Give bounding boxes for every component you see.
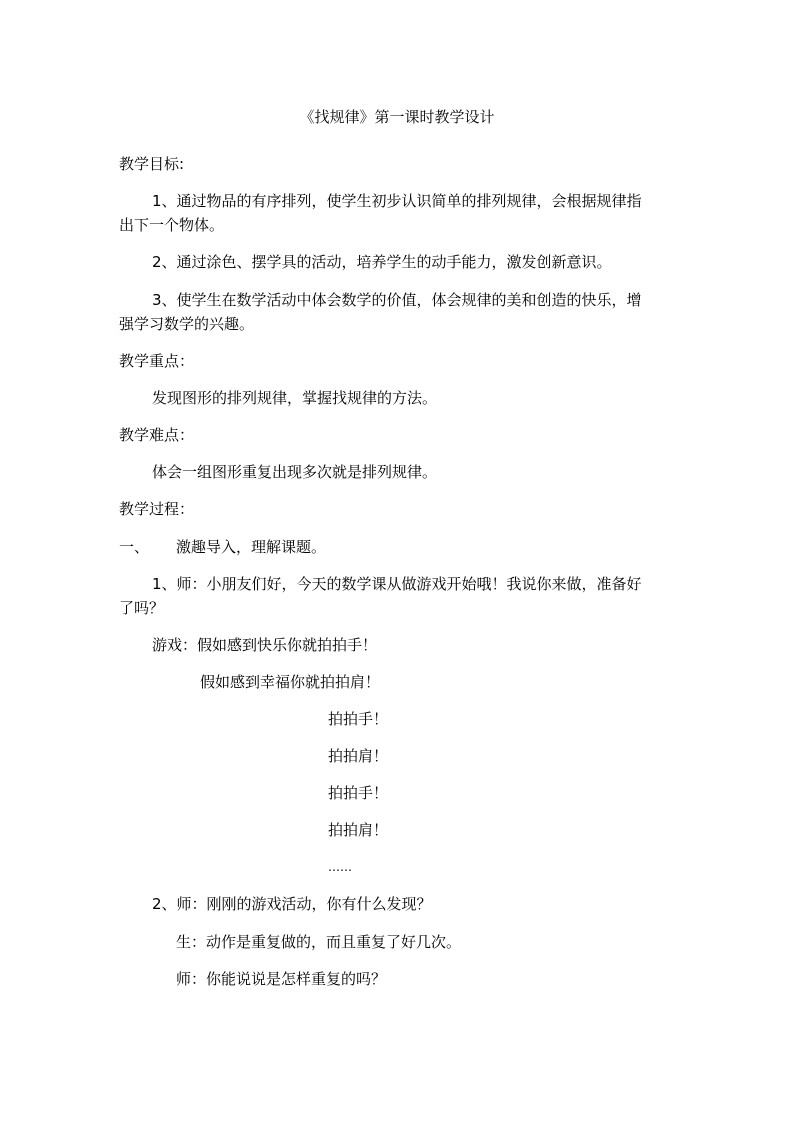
- key-points-text: 发现图形的排列规律，掌握找规律的方法。: [152, 389, 438, 407]
- game-line-1: 游戏：假如感到快乐你就拍拍手！: [152, 636, 378, 654]
- process-heading: 教学过程：: [119, 500, 195, 518]
- clap-shoulders-1: 拍拍肩！: [328, 747, 389, 765]
- step-1-line-1: 1、师：小朋友们好，今天的数学课从做游戏开始哦！我说你来做，准备好: [152, 575, 642, 593]
- step-1-line-2: 了吗？: [119, 599, 165, 617]
- goals-heading: 教学目标:: [119, 155, 185, 173]
- goal-1-line-1: 1、通过物品的有序排列，使学生初步认识简单的排列规律，会根据规律指: [152, 192, 642, 210]
- section-1-number: 一、: [119, 538, 150, 556]
- goal-2: 2、通过涂色、摆学具的活动，培养学生的动手能力，激发创新意识。: [152, 253, 612, 271]
- goal-3-line-1: 3、使学生在数学活动中体会数学的价值，体会规律的美和创造的快乐，增: [152, 291, 642, 309]
- goal-1-line-2: 出下一个物体。: [119, 216, 225, 234]
- key-points-heading: 教学重点：: [119, 352, 195, 370]
- teacher-question: 师：你能说说是怎样重复的吗？: [176, 970, 387, 988]
- difficulty-text: 体会一组图形重复出现多次就是排列规律。: [152, 463, 438, 481]
- student-reply: 生：动作是重复做的，而且重复了好几次。: [176, 933, 462, 951]
- step-2: 2、师：刚刚的游戏活动，你有什么发现？: [152, 895, 432, 913]
- section-1-title: 激趣导入，理解课题。: [176, 538, 327, 556]
- difficulty-heading: 教学难点：: [119, 426, 195, 444]
- game-line-2: 假如感到幸福你就拍拍肩！: [200, 673, 381, 691]
- clap-hands-2: 拍拍手！: [328, 784, 389, 802]
- clap-shoulders-2: 拍拍肩！: [328, 821, 389, 839]
- goal-3-line-2: 强学习数学的兴趣。: [119, 315, 255, 333]
- ellipsis: ……: [328, 860, 352, 874]
- document-title: 《找规律》第一课时教学设计: [299, 108, 495, 126]
- clap-hands-1: 拍拍手！: [328, 710, 389, 728]
